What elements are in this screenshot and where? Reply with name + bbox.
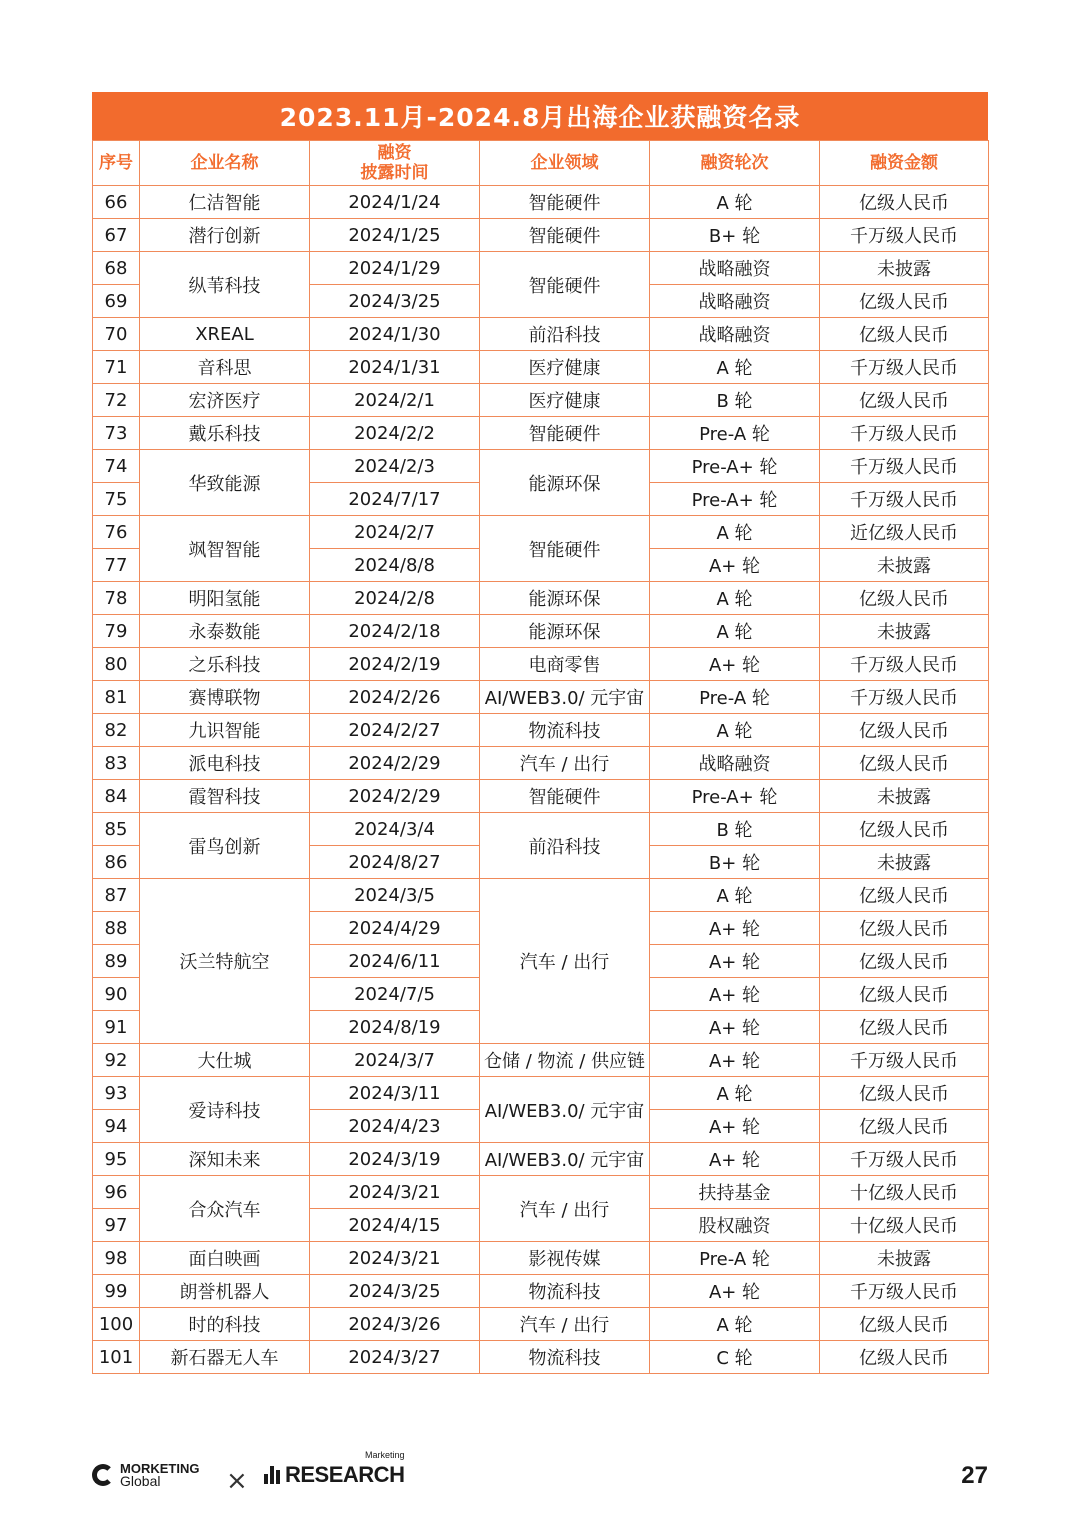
- cell-no: 90: [93, 978, 140, 1011]
- table-row: [93, 813, 989, 846]
- cell-company: 大仕城: [140, 1044, 310, 1077]
- cell-no: 81: [93, 681, 140, 714]
- morketing-logo-line1: MORKETING: [120, 1461, 200, 1476]
- cell-amount: 千万级人民币: [820, 450, 989, 483]
- cell-no: 100: [93, 1308, 140, 1341]
- cell-no: 99: [93, 1275, 140, 1308]
- table-row: [93, 1176, 989, 1209]
- cell-amount: 千万级人民币: [820, 483, 989, 516]
- cell-date: 2024/2/7: [310, 516, 480, 549]
- cell-amount: 亿级人民币: [820, 1011, 989, 1044]
- cell-amount: 未披露: [820, 615, 989, 648]
- cell-no: 70: [93, 318, 140, 351]
- cell-amount: 亿级人民币: [820, 285, 989, 318]
- table-row: [93, 384, 989, 417]
- cell-date: 2024/1/29: [310, 252, 480, 285]
- cell-no: 95: [93, 1143, 140, 1176]
- cell-date: 2024/2/29: [310, 780, 480, 813]
- marketing-research-big-text: RESEARCH: [285, 1462, 405, 1487]
- financing-table-container: [92, 92, 988, 1374]
- cell-company: 沃兰特航空: [140, 879, 310, 1044]
- cell-no: 91: [93, 1011, 140, 1044]
- marketing-research-logo: [264, 1450, 405, 1488]
- cell-company: 明阳氢能: [140, 582, 310, 615]
- cell-no: 66: [93, 186, 140, 219]
- cell-date: 2024/3/4: [310, 813, 480, 846]
- cell-no: 73: [93, 417, 140, 450]
- cell-no: 84: [93, 780, 140, 813]
- cell-field: 智能硬件: [480, 780, 650, 813]
- table-row: [93, 1275, 989, 1308]
- cell-round: A 轮: [650, 879, 820, 912]
- table-row: [93, 417, 989, 450]
- cell-date: 2024/3/27: [310, 1341, 480, 1374]
- cell-field: 汽车 / 出行: [480, 879, 650, 1044]
- table-body: [93, 186, 989, 1374]
- morketing-logo-line2: Global: [120, 1473, 161, 1489]
- cell-round: 战略融资: [650, 285, 820, 318]
- cell-date: 2024/3/25: [310, 1275, 480, 1308]
- cell-field: 智能硬件: [480, 252, 650, 318]
- cell-amount: 千万级人民币: [820, 351, 989, 384]
- cell-date: 2024/7/17: [310, 483, 480, 516]
- cell-round: A+ 轮: [650, 1275, 820, 1308]
- cell-date: 2024/6/11: [310, 945, 480, 978]
- cell-round: A+ 轮: [650, 1143, 820, 1176]
- cell-date: 2024/7/5: [310, 978, 480, 1011]
- cell-field: 物流科技: [480, 714, 650, 747]
- table-row: [93, 681, 989, 714]
- marketing-research-small-text: Marketing: [364, 1450, 405, 1460]
- cell-date: 2024/1/25: [310, 219, 480, 252]
- cell-no: 88: [93, 912, 140, 945]
- header-round: 融资轮次: [650, 141, 820, 186]
- cell-company: 之乐科技: [140, 648, 310, 681]
- cell-date: 2024/8/19: [310, 1011, 480, 1044]
- cell-field: 汽车 / 出行: [480, 1176, 650, 1242]
- table-row: [93, 615, 989, 648]
- cell-amount: 近亿级人民币: [820, 516, 989, 549]
- table-row: [93, 186, 989, 219]
- cell-company: 飒智智能: [140, 516, 310, 582]
- cell-amount: 亿级人民币: [820, 912, 989, 945]
- cell-field: 医疗健康: [480, 384, 650, 417]
- cell-no: 94: [93, 1110, 140, 1143]
- cell-date: 2024/4/29: [310, 912, 480, 945]
- cell-date: 2024/2/29: [310, 747, 480, 780]
- cell-company: 雷鸟创新: [140, 813, 310, 879]
- cell-round: A 轮: [650, 1077, 820, 1110]
- header-row: [93, 141, 989, 186]
- cell-round: Pre-A+ 轮: [650, 780, 820, 813]
- cell-amount: 未披露: [820, 1242, 989, 1275]
- table-row: [93, 516, 989, 549]
- cell-round: A 轮: [650, 186, 820, 219]
- cell-date: 2024/3/7: [310, 1044, 480, 1077]
- cell-field: 医疗健康: [480, 351, 650, 384]
- cell-date: 2024/8/27: [310, 846, 480, 879]
- cell-date: 2024/2/27: [310, 714, 480, 747]
- cell-amount: 未披露: [820, 846, 989, 879]
- cell-company: 朗誉机器人: [140, 1275, 310, 1308]
- header-date-line2: 披露时间: [360, 163, 429, 183]
- cell-amount: 亿级人民币: [820, 1077, 989, 1110]
- cell-date: 2024/3/26: [310, 1308, 480, 1341]
- cell-no: 86: [93, 846, 140, 879]
- cell-amount: 亿级人民币: [820, 1341, 989, 1374]
- cell-no: 89: [93, 945, 140, 978]
- table-row: [93, 648, 989, 681]
- cell-round: C 轮: [650, 1341, 820, 1374]
- cell-round: A+ 轮: [650, 978, 820, 1011]
- cell-company: 九识智能: [140, 714, 310, 747]
- cell-field: 汽车 / 出行: [480, 1308, 650, 1341]
- table-row: [93, 1341, 989, 1374]
- cell-company: XREAL: [140, 318, 310, 351]
- cell-field: 智能硬件: [480, 417, 650, 450]
- cell-date: 2024/3/11: [310, 1077, 480, 1110]
- cell-round: A 轮: [650, 1308, 820, 1341]
- cell-round: A+ 轮: [650, 648, 820, 681]
- financing-table: [92, 140, 989, 1374]
- cell-date: 2024/2/8: [310, 582, 480, 615]
- cell-field: 物流科技: [480, 1341, 650, 1374]
- cell-round: A+ 轮: [650, 1011, 820, 1044]
- cell-round: B+ 轮: [650, 846, 820, 879]
- cell-amount: 亿级人民币: [820, 813, 989, 846]
- cell-amount: 千万级人民币: [820, 648, 989, 681]
- cell-field: 仓储 / 物流 / 供应链: [480, 1044, 650, 1077]
- cell-round: 战略融资: [650, 252, 820, 285]
- cell-date: 2024/4/15: [310, 1209, 480, 1242]
- header-amount: 融资金额: [820, 141, 989, 186]
- cell-round: B 轮: [650, 813, 820, 846]
- page-number: 27: [961, 1462, 988, 1489]
- cell-field: 汽车 / 出行: [480, 747, 650, 780]
- header-date: [310, 141, 480, 186]
- cell-date: 2024/2/3: [310, 450, 480, 483]
- cell-round: Pre-A 轮: [650, 1242, 820, 1275]
- cell-round: A 轮: [650, 714, 820, 747]
- cell-no: 74: [93, 450, 140, 483]
- cell-no: 67: [93, 219, 140, 252]
- cell-amount: 亿级人民币: [820, 384, 989, 417]
- cell-no: 97: [93, 1209, 140, 1242]
- table-row: [93, 1143, 989, 1176]
- cell-round: A+ 轮: [650, 1044, 820, 1077]
- table-row: [93, 1242, 989, 1275]
- cell-company: 霞智科技: [140, 780, 310, 813]
- cell-round: B 轮: [650, 384, 820, 417]
- cell-amount: 亿级人民币: [820, 318, 989, 351]
- header-no: 序号: [93, 141, 140, 186]
- table-row: [93, 1077, 989, 1110]
- cell-company: 音科思: [140, 351, 310, 384]
- cell-date: 2024/1/30: [310, 318, 480, 351]
- cell-no: 80: [93, 648, 140, 681]
- cell-field: AI/WEB3.0/ 元宇宙: [480, 1077, 650, 1143]
- cell-company: 纵苇科技: [140, 252, 310, 318]
- cell-company: 赛博联物: [140, 681, 310, 714]
- cell-round: Pre-A 轮: [650, 681, 820, 714]
- cell-round: 战略融资: [650, 747, 820, 780]
- cell-company: 宏济医疗: [140, 384, 310, 417]
- cell-amount: 千万级人民币: [820, 1143, 989, 1176]
- cell-company: 爱诗科技: [140, 1077, 310, 1143]
- cell-no: 72: [93, 384, 140, 417]
- cell-no: 92: [93, 1044, 140, 1077]
- cell-date: 2024/3/5: [310, 879, 480, 912]
- cell-round: A+ 轮: [650, 1110, 820, 1143]
- table-row: [93, 1308, 989, 1341]
- cell-round: A 轮: [650, 615, 820, 648]
- cell-date: 2024/8/8: [310, 549, 480, 582]
- cell-amount: 千万级人民币: [820, 219, 989, 252]
- cell-no: 85: [93, 813, 140, 846]
- morketing-global-logo: [92, 1462, 199, 1488]
- cell-no: 69: [93, 285, 140, 318]
- cell-date: 2024/2/2: [310, 417, 480, 450]
- table-row: [93, 450, 989, 483]
- morketing-logo-icon: [92, 1464, 114, 1486]
- cell-no: 77: [93, 549, 140, 582]
- cell-field: 能源环保: [480, 615, 650, 648]
- header-company: 企业名称: [140, 141, 310, 186]
- cell-round: A 轮: [650, 351, 820, 384]
- cell-round: A+ 轮: [650, 912, 820, 945]
- cell-no: 68: [93, 252, 140, 285]
- cell-no: 76: [93, 516, 140, 549]
- cell-company: 派电科技: [140, 747, 310, 780]
- cell-amount: 未披露: [820, 252, 989, 285]
- header-field: 企业领域: [480, 141, 650, 186]
- cell-date: 2024/2/19: [310, 648, 480, 681]
- cell-company: 面白映画: [140, 1242, 310, 1275]
- cell-field: 能源环保: [480, 450, 650, 516]
- cell-amount: 十亿级人民币: [820, 1209, 989, 1242]
- cell-date: 2024/2/26: [310, 681, 480, 714]
- marketing-research-bars-icon: [264, 1466, 282, 1484]
- table-row: [93, 351, 989, 384]
- cell-company: 华致能源: [140, 450, 310, 516]
- cell-amount: 千万级人民币: [820, 1044, 989, 1077]
- cell-field: AI/WEB3.0/ 元宇宙: [480, 1143, 650, 1176]
- cell-amount: 亿级人民币: [820, 747, 989, 780]
- cell-company: 戴乐科技: [140, 417, 310, 450]
- cell-amount: 千万级人民币: [820, 1275, 989, 1308]
- cell-round: 股权融资: [650, 1209, 820, 1242]
- cell-round: Pre-A+ 轮: [650, 450, 820, 483]
- cell-amount: 未披露: [820, 780, 989, 813]
- cell-field: 智能硬件: [480, 219, 650, 252]
- cell-no: 78: [93, 582, 140, 615]
- collaboration-cross: ×: [226, 1466, 248, 1496]
- table-row: [93, 252, 989, 285]
- table-row: [93, 318, 989, 351]
- cell-no: 71: [93, 351, 140, 384]
- cell-date: 2024/3/21: [310, 1242, 480, 1275]
- cell-company: 永泰数能: [140, 615, 310, 648]
- cell-round: Pre-A+ 轮: [650, 483, 820, 516]
- cell-amount: 亿级人民币: [820, 582, 989, 615]
- cell-no: 82: [93, 714, 140, 747]
- cell-field: 电商零售: [480, 648, 650, 681]
- cell-amount: 十亿级人民币: [820, 1176, 989, 1209]
- cell-amount: 亿级人民币: [820, 186, 989, 219]
- cell-field: 智能硬件: [480, 186, 650, 219]
- cell-field: AI/WEB3.0/ 元宇宙: [480, 681, 650, 714]
- cell-round: 扶持基金: [650, 1176, 820, 1209]
- cell-round: Pre-A 轮: [650, 417, 820, 450]
- cell-round: A+ 轮: [650, 549, 820, 582]
- cell-no: 83: [93, 747, 140, 780]
- cell-company: 时的科技: [140, 1308, 310, 1341]
- cell-amount: 未披露: [820, 549, 989, 582]
- header-date-line1: 融资: [377, 143, 412, 163]
- cell-no: 87: [93, 879, 140, 912]
- cell-field: 能源环保: [480, 582, 650, 615]
- cell-company: 潜行创新: [140, 219, 310, 252]
- cell-field: 前沿科技: [480, 813, 650, 879]
- cell-field: 前沿科技: [480, 318, 650, 351]
- cell-date: 2024/3/25: [310, 285, 480, 318]
- cell-no: 96: [93, 1176, 140, 1209]
- cell-amount: 千万级人民币: [820, 417, 989, 450]
- cell-amount: 亿级人民币: [820, 1110, 989, 1143]
- cell-date: 2024/3/19: [310, 1143, 480, 1176]
- cell-date: 2024/4/23: [310, 1110, 480, 1143]
- table-row: [93, 747, 989, 780]
- cell-no: 93: [93, 1077, 140, 1110]
- cell-amount: 亿级人民币: [820, 1308, 989, 1341]
- cell-no: 79: [93, 615, 140, 648]
- cell-amount: 亿级人民币: [820, 714, 989, 747]
- table-row: [93, 780, 989, 813]
- table-row: [93, 219, 989, 252]
- cell-amount: 亿级人民币: [820, 978, 989, 1011]
- cell-round: 战略融资: [650, 318, 820, 351]
- cell-amount: 千万级人民币: [820, 681, 989, 714]
- table-title: 2023.11月-2024.8月出海企业获融资名录: [92, 92, 988, 140]
- cell-company: 仁洁智能: [140, 186, 310, 219]
- cell-company: 深知未来: [140, 1143, 310, 1176]
- cell-no: 75: [93, 483, 140, 516]
- cell-amount: 亿级人民币: [820, 945, 989, 978]
- cell-date: 2024/2/18: [310, 615, 480, 648]
- cell-field: 物流科技: [480, 1275, 650, 1308]
- cell-no: 101: [93, 1341, 140, 1374]
- table-row: [93, 582, 989, 615]
- cell-round: A 轮: [650, 516, 820, 549]
- cell-amount: 亿级人民币: [820, 879, 989, 912]
- table-row: [93, 714, 989, 747]
- cell-round: B+ 轮: [650, 219, 820, 252]
- cell-date: 2024/1/31: [310, 351, 480, 384]
- cell-field: 智能硬件: [480, 516, 650, 582]
- cell-round: A 轮: [650, 582, 820, 615]
- table-row: [93, 879, 989, 912]
- cell-date: 2024/2/1: [310, 384, 480, 417]
- cell-company: 新石器无人车: [140, 1341, 310, 1374]
- cell-no: 98: [93, 1242, 140, 1275]
- cell-field: 影视传媒: [480, 1242, 650, 1275]
- cell-date: 2024/3/21: [310, 1176, 480, 1209]
- table-row: [93, 1044, 989, 1077]
- cell-round: A+ 轮: [650, 945, 820, 978]
- cell-date: 2024/1/24: [310, 186, 480, 219]
- cell-company: 合众汽车: [140, 1176, 310, 1242]
